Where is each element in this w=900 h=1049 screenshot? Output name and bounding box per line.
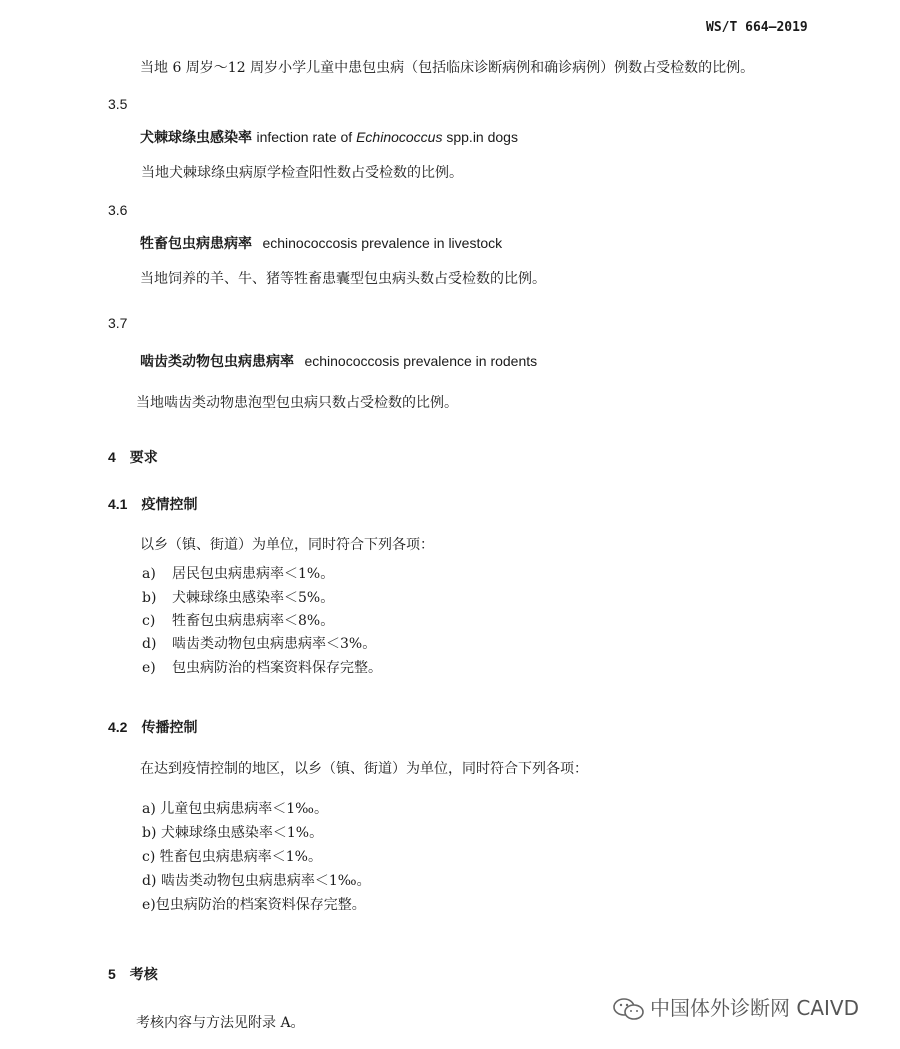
wechat-icon (612, 996, 646, 1025)
term-line (140, 130, 518, 145)
term-zh: 牲畜包虫病患病率 (140, 236, 252, 252)
term-line (140, 236, 502, 251)
term-line (140, 354, 537, 369)
term-zh: 啮齿类动物包虫病患病率 (140, 354, 294, 370)
list-item: 包虫病防治的档案资料保存完整。 (172, 660, 382, 676)
subsection-heading: 4.2 传播控制 (108, 719, 198, 735)
definition-continuation: 当地 6 周岁～12 周岁小学儿童中患包虫病（包括临床诊断病例和确诊病例）例数占受检数的比例。 (140, 60, 755, 76)
list-item: d) 啮齿类动物包虫病患病率＜1‰。 (142, 873, 371, 889)
term-definition: 当地啮齿类动物患泡型包虫病只数占受检数的比例。 (136, 395, 458, 411)
term-en: echinococcosis prevalence in livestock (262, 235, 503, 251)
list-item: 犬棘球绦虫感染率＜5%。 (172, 590, 335, 606)
list-item-label: c) (142, 613, 156, 629)
list-item: b) 犬棘球绦虫感染率＜1%。 (142, 825, 324, 841)
document-code: WS/T 664—2019 (706, 20, 808, 35)
clause-number: 3.5 (108, 96, 128, 112)
watermark-text: 中国体外诊断网 CAIVD (650, 996, 859, 1020)
section-heading: 5 考核 (108, 966, 158, 982)
list-item: a) 儿童包虫病患病率＜1‰。 (142, 801, 328, 817)
list-intro: 以乡（镇、街道）为单位，同时符合下列各项： (140, 537, 434, 553)
term-en: echinococcosis prevalence in rodents (304, 353, 538, 369)
subsection-heading: 4.1 疫情控制 (108, 496, 198, 512)
section-text: 考核内容与方法见附录 A。 (136, 1015, 305, 1031)
list-item-label: a) (142, 566, 156, 582)
clause-number: 3.7 (108, 315, 128, 331)
list-item-label: d) (142, 636, 157, 652)
term-definition: 当地饲养的羊、牛、猪等牲畜患囊型包虫病头数占受检数的比例。 (140, 271, 546, 287)
term-zh: 犬棘球绦虫感染率 (140, 130, 252, 146)
list-intro: 在达到疫情控制的地区，以乡（镇、街道）为单位，同时符合下列各项： (140, 761, 588, 777)
section-heading: 4 要求 (108, 449, 158, 465)
clause-number: 3.6 (108, 202, 128, 218)
list-item: e)包虫病防治的档案资料保存完整。 (142, 897, 366, 913)
term-definition: 当地犬棘球绦虫病原学检查阳性数占受检数的比例。 (141, 165, 463, 181)
list-item: 啮齿类动物包虫病患病率＜3%。 (172, 636, 377, 652)
term-en: infection rate of Echinococcus spp.in dogs (256, 129, 518, 145)
list-item: c) 牲畜包虫病患病率＜1%。 (142, 849, 322, 865)
list-item-label: b) (142, 590, 157, 606)
list-item-label: e) (142, 660, 156, 676)
list-item: 居民包虫病患病率＜1%。 (172, 566, 335, 582)
list-item: 牲畜包虫病患病率＜8%。 (172, 613, 335, 629)
